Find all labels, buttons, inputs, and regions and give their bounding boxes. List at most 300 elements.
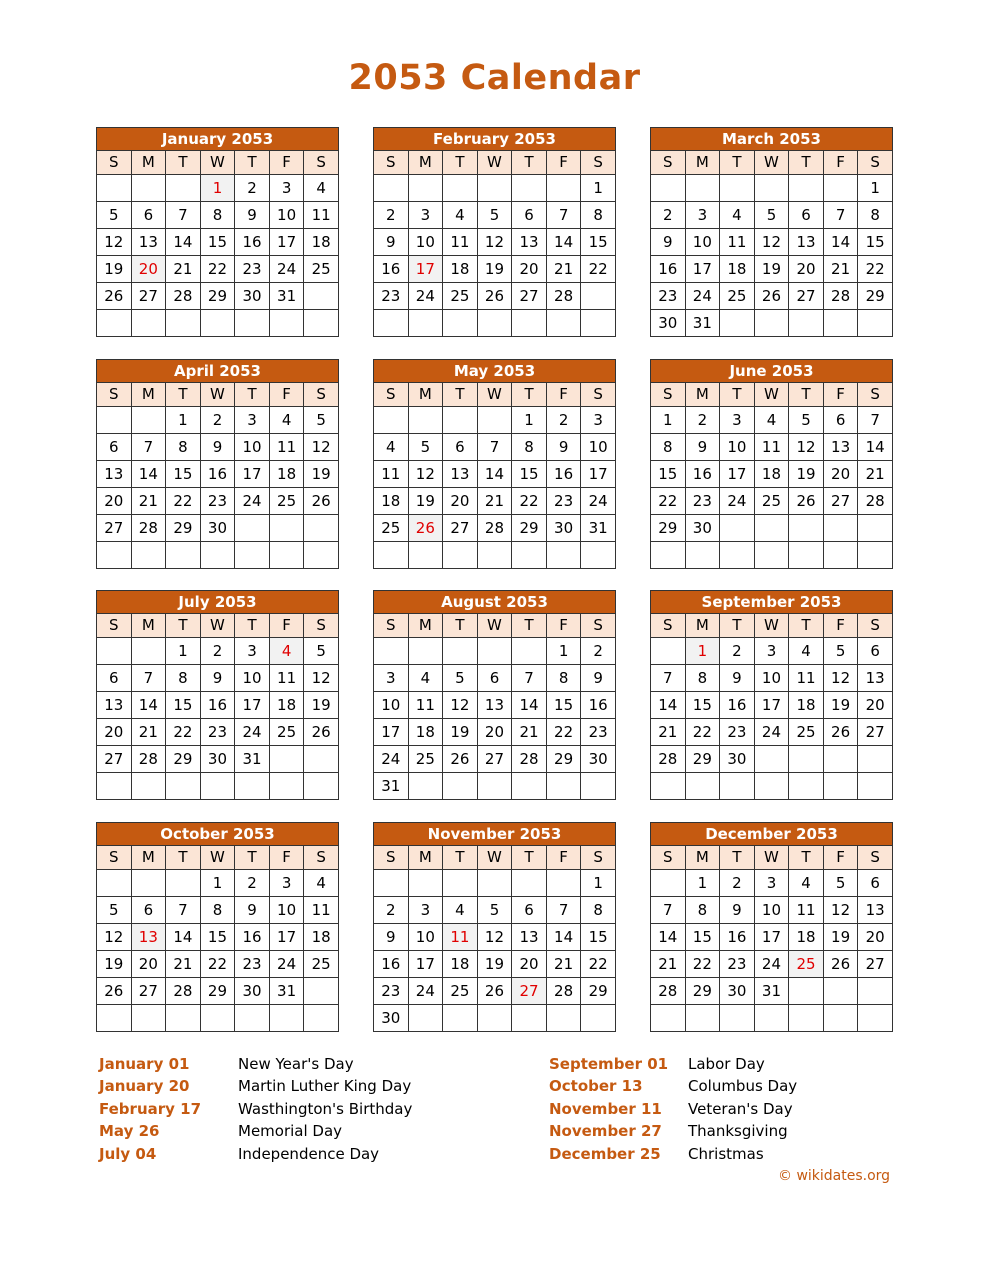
empty-cell: [97, 175, 132, 202]
empty-cell: [823, 773, 858, 800]
day-cell: 24: [374, 746, 409, 773]
empty-cell: [546, 175, 581, 202]
weekday-header-row: [651, 614, 893, 638]
day-cell: 28: [512, 746, 547, 773]
day-cell: 18: [443, 951, 478, 978]
day-cell: 4: [304, 870, 339, 897]
weekday-label: T: [720, 846, 755, 870]
day-cell: 24: [235, 488, 270, 515]
day-cell: 4: [374, 434, 409, 461]
weekday-label: T: [235, 614, 270, 638]
week-row: [651, 897, 893, 924]
day-cell: 2: [374, 897, 409, 924]
month-title: November 2053: [373, 822, 616, 845]
weekday-label: T: [166, 846, 201, 870]
weekday-label: M: [131, 614, 166, 638]
week-row: [374, 515, 616, 542]
empty-cell: [131, 310, 166, 337]
empty-cell: [97, 1005, 132, 1032]
day-cell: 12: [304, 434, 339, 461]
week-row: [374, 256, 616, 283]
empty-cell: [477, 638, 512, 665]
empty-cell: [269, 310, 304, 337]
day-cell: 21: [651, 719, 686, 746]
day-cell: 6: [789, 202, 824, 229]
weekday-label: S: [97, 383, 132, 407]
weekday-label: S: [858, 614, 893, 638]
credit-link[interactable]: © wikidates.org: [778, 1168, 891, 1184]
holiday-row: [549, 1098, 797, 1120]
day-cell: 15: [512, 461, 547, 488]
empty-cell: [269, 542, 304, 569]
day-cell: 15: [685, 692, 720, 719]
holiday-date: November 11: [549, 1099, 662, 1118]
day-cell: 23: [581, 719, 616, 746]
day-cell: 15: [581, 924, 616, 951]
week-row: [651, 434, 893, 461]
day-cell: 19: [754, 256, 789, 283]
day-cell: 15: [651, 461, 686, 488]
month-grid: [373, 845, 616, 1032]
day-cell: 24: [408, 283, 443, 310]
day-cell: 22: [685, 951, 720, 978]
day-cell: 12: [97, 924, 132, 951]
day-cell: 26: [443, 746, 478, 773]
month-calendar: [373, 590, 616, 800]
empty-cell: [858, 1005, 893, 1032]
day-cell: 12: [823, 665, 858, 692]
empty-cell: [858, 773, 893, 800]
weekday-label: M: [408, 614, 443, 638]
day-cell: 14: [131, 692, 166, 719]
day-cell: 27: [823, 488, 858, 515]
day-cell: 25: [269, 719, 304, 746]
day-cell: 3: [269, 870, 304, 897]
week-row: [651, 310, 893, 337]
weekday-label: S: [304, 151, 339, 175]
day-cell: 18: [304, 924, 339, 951]
day-cell: 12: [477, 924, 512, 951]
day-cell: 1: [166, 638, 201, 665]
empty-cell: [374, 175, 409, 202]
day-cell: 14: [546, 924, 581, 951]
day-cell: 20: [477, 719, 512, 746]
day-cell: 16: [546, 461, 581, 488]
day-cell: 3: [720, 407, 755, 434]
day-cell: 23: [685, 488, 720, 515]
holiday-list-right: [549, 1053, 797, 1165]
empty-cell: [304, 978, 339, 1005]
day-cell: 20: [789, 256, 824, 283]
week-row: [651, 870, 893, 897]
month-title: April 2053: [96, 359, 339, 382]
day-cell: 29: [581, 978, 616, 1005]
holiday-row: [99, 1053, 412, 1075]
day-cell: 23: [720, 951, 755, 978]
day-cell: 8: [512, 434, 547, 461]
weekday-label: M: [685, 151, 720, 175]
empty-cell: [269, 1005, 304, 1032]
day-cell: 2: [720, 638, 755, 665]
day-cell: 24: [581, 488, 616, 515]
day-cell: 11: [754, 434, 789, 461]
week-row: [651, 542, 893, 569]
day-cell: 6: [512, 202, 547, 229]
weekday-label: F: [546, 846, 581, 870]
day-cell: 28: [546, 283, 581, 310]
day-cell: 13: [97, 692, 132, 719]
empty-cell: [131, 638, 166, 665]
weekday-label: S: [651, 614, 686, 638]
weekday-label: F: [269, 383, 304, 407]
month-calendar: [650, 822, 893, 1032]
holiday-row: [99, 1120, 412, 1142]
day-cell: 26: [789, 488, 824, 515]
day-cell: 19: [477, 256, 512, 283]
holiday-name: Columbus Day: [688, 1077, 798, 1096]
day-cell: 5: [823, 638, 858, 665]
weekday-label: T: [166, 614, 201, 638]
day-cell: 19: [477, 951, 512, 978]
empty-cell: [374, 638, 409, 665]
holiday-row: [99, 1075, 412, 1097]
empty-cell: [477, 1005, 512, 1032]
holiday-name: New Year's Day: [238, 1055, 354, 1073]
day-cell: 2: [720, 870, 755, 897]
day-cell: 9: [374, 229, 409, 256]
empty-cell: [685, 773, 720, 800]
week-row: [651, 407, 893, 434]
day-cell: 11: [443, 229, 478, 256]
day-cell: 28: [477, 515, 512, 542]
empty-cell: [269, 746, 304, 773]
empty-cell: [858, 978, 893, 1005]
holiday-name: Martin Luther King Day: [238, 1077, 412, 1096]
day-cell: 16: [235, 924, 270, 951]
month-grid: [650, 382, 893, 569]
empty-cell: [823, 746, 858, 773]
empty-cell: [512, 870, 547, 897]
day-cell: 25: [374, 515, 409, 542]
day-cell: 25: [443, 978, 478, 1005]
empty-cell: [374, 310, 409, 337]
weekday-label: T: [512, 383, 547, 407]
week-row: [651, 773, 893, 800]
day-cell: 14: [546, 229, 581, 256]
day-cell: 19: [823, 924, 858, 951]
empty-cell: [97, 870, 132, 897]
week-row: [651, 1005, 893, 1032]
holiday-date: November 27: [549, 1122, 662, 1141]
weekday-label: W: [200, 383, 235, 407]
day-cell: 26: [97, 978, 132, 1005]
holiday-name: Independence Day: [238, 1144, 380, 1163]
day-cell: 11: [304, 897, 339, 924]
week-row: [97, 229, 339, 256]
weekday-label: W: [754, 846, 789, 870]
month-grid: [96, 613, 339, 800]
day-cell: 4: [269, 407, 304, 434]
holiday-row: [549, 1053, 797, 1075]
day-cell: 15: [546, 692, 581, 719]
empty-cell: [858, 542, 893, 569]
empty-cell: [304, 310, 339, 337]
day-cell: 7: [512, 665, 547, 692]
weekday-label: T: [789, 614, 824, 638]
month-grid: [650, 150, 893, 337]
holiday-name: Thanksgiving: [688, 1122, 788, 1141]
holiday-day-cell: 1: [685, 638, 720, 665]
weekday-label: M: [408, 846, 443, 870]
day-cell: 26: [97, 283, 132, 310]
day-cell: 21: [546, 951, 581, 978]
day-cell: 21: [546, 256, 581, 283]
holiday-row: [99, 1098, 412, 1120]
day-cell: 9: [581, 665, 616, 692]
day-cell: 16: [374, 951, 409, 978]
day-cell: 23: [374, 283, 409, 310]
week-row: [374, 202, 616, 229]
empty-cell: [789, 978, 824, 1005]
month-grid: [650, 845, 893, 1032]
day-cell: 9: [685, 434, 720, 461]
empty-cell: [200, 310, 235, 337]
weekday-label: F: [823, 846, 858, 870]
day-cell: 31: [685, 310, 720, 337]
holiday-day-cell: 27: [512, 978, 547, 1005]
empty-cell: [789, 515, 824, 542]
empty-cell: [823, 542, 858, 569]
day-cell: 28: [166, 283, 201, 310]
empty-cell: [823, 1005, 858, 1032]
day-cell: 6: [858, 638, 893, 665]
day-cell: 31: [581, 515, 616, 542]
day-cell: 22: [685, 719, 720, 746]
page-title: 2053 Calendar: [348, 58, 641, 98]
day-cell: 16: [235, 229, 270, 256]
weekday-label: T: [443, 383, 478, 407]
week-row: [374, 542, 616, 569]
week-row: [651, 515, 893, 542]
day-cell: 4: [789, 870, 824, 897]
week-row: [97, 773, 339, 800]
day-cell: 3: [581, 407, 616, 434]
empty-cell: [858, 310, 893, 337]
weekday-label: M: [131, 383, 166, 407]
day-cell: 1: [200, 870, 235, 897]
empty-cell: [789, 1005, 824, 1032]
week-row: [651, 202, 893, 229]
holiday-name: Labor Day: [688, 1055, 765, 1073]
empty-cell: [823, 175, 858, 202]
empty-cell: [166, 175, 201, 202]
day-cell: 19: [789, 461, 824, 488]
day-cell: 18: [443, 256, 478, 283]
empty-cell: [477, 175, 512, 202]
empty-cell: [512, 542, 547, 569]
week-row: [374, 488, 616, 515]
day-cell: 26: [477, 978, 512, 1005]
weekday-label: F: [823, 614, 858, 638]
day-cell: 10: [408, 924, 443, 951]
month-calendar: [373, 127, 616, 337]
weekday-label: T: [512, 151, 547, 175]
day-cell: 22: [581, 256, 616, 283]
weekday-label: T: [512, 614, 547, 638]
empty-cell: [97, 773, 132, 800]
day-cell: 27: [131, 283, 166, 310]
day-cell: 27: [858, 719, 893, 746]
week-row: [651, 692, 893, 719]
holiday-row: [549, 1143, 797, 1165]
day-cell: 10: [685, 229, 720, 256]
day-cell: 22: [651, 488, 686, 515]
weekday-label: S: [97, 151, 132, 175]
day-cell: 28: [166, 978, 201, 1005]
week-row: [374, 407, 616, 434]
weekday-header-row: [374, 151, 616, 175]
holiday-name: Wasthington's Birthday: [238, 1099, 413, 1118]
day-cell: 5: [304, 638, 339, 665]
day-cell: 13: [823, 434, 858, 461]
weekday-label: F: [546, 614, 581, 638]
day-cell: 2: [651, 202, 686, 229]
day-cell: 29: [685, 978, 720, 1005]
day-cell: 1: [581, 175, 616, 202]
empty-cell: [166, 870, 201, 897]
empty-cell: [304, 283, 339, 310]
weekday-label: F: [269, 151, 304, 175]
day-cell: 25: [754, 488, 789, 515]
empty-cell: [408, 870, 443, 897]
month-title: October 2053: [96, 822, 339, 845]
week-row: [374, 434, 616, 461]
day-cell: 18: [374, 488, 409, 515]
empty-cell: [131, 870, 166, 897]
day-cell: 27: [789, 283, 824, 310]
day-cell: 30: [720, 978, 755, 1005]
day-cell: 17: [754, 924, 789, 951]
week-row: [374, 310, 616, 337]
day-cell: 20: [512, 256, 547, 283]
day-cell: 29: [200, 978, 235, 1005]
day-cell: 10: [720, 434, 755, 461]
day-cell: 2: [235, 175, 270, 202]
day-cell: 19: [97, 951, 132, 978]
weekday-header-row: [651, 383, 893, 407]
day-cell: 2: [235, 870, 270, 897]
day-cell: 5: [477, 897, 512, 924]
day-cell: 18: [269, 692, 304, 719]
empty-cell: [131, 773, 166, 800]
day-cell: 14: [166, 229, 201, 256]
empty-cell: [858, 515, 893, 542]
weekday-label: S: [581, 614, 616, 638]
empty-cell: [304, 746, 339, 773]
day-cell: 20: [97, 488, 132, 515]
day-cell: 17: [720, 461, 755, 488]
day-cell: 11: [269, 665, 304, 692]
week-row: [374, 638, 616, 665]
day-cell: 20: [443, 488, 478, 515]
day-cell: 20: [97, 719, 132, 746]
day-cell: 9: [235, 897, 270, 924]
day-cell: 24: [754, 719, 789, 746]
week-row: [97, 746, 339, 773]
day-cell: 25: [304, 256, 339, 283]
day-cell: 7: [477, 434, 512, 461]
day-cell: 22: [512, 488, 547, 515]
day-cell: 14: [651, 924, 686, 951]
week-row: [651, 461, 893, 488]
day-cell: 5: [97, 202, 132, 229]
empty-cell: [546, 773, 581, 800]
day-cell: 15: [200, 924, 235, 951]
day-cell: 11: [304, 202, 339, 229]
day-cell: 4: [304, 175, 339, 202]
month-title: September 2053: [650, 590, 893, 613]
month-calendar: [96, 127, 339, 337]
weekday-label: W: [477, 614, 512, 638]
empty-cell: [789, 773, 824, 800]
weekday-label: S: [858, 383, 893, 407]
holiday-row: [549, 1120, 797, 1142]
day-cell: 17: [269, 924, 304, 951]
empty-cell: [131, 1005, 166, 1032]
day-cell: 3: [408, 897, 443, 924]
day-cell: 23: [235, 256, 270, 283]
day-cell: 10: [754, 665, 789, 692]
month-calendar: [96, 359, 339, 569]
day-cell: 28: [823, 283, 858, 310]
empty-cell: [443, 175, 478, 202]
empty-cell: [754, 773, 789, 800]
day-cell: 10: [754, 897, 789, 924]
month-title: August 2053: [373, 590, 616, 613]
weekday-label: T: [443, 151, 478, 175]
week-row: [97, 434, 339, 461]
empty-cell: [581, 1005, 616, 1032]
day-cell: 22: [166, 488, 201, 515]
day-cell: 12: [408, 461, 443, 488]
day-cell: 24: [269, 256, 304, 283]
month-title: May 2053: [373, 359, 616, 382]
day-cell: 3: [754, 870, 789, 897]
day-cell: 24: [408, 978, 443, 1005]
empty-cell: [443, 773, 478, 800]
weekday-header-row: [374, 846, 616, 870]
day-cell: 18: [789, 692, 824, 719]
week-row: [97, 407, 339, 434]
day-cell: 8: [166, 434, 201, 461]
empty-cell: [166, 542, 201, 569]
day-cell: 29: [166, 746, 201, 773]
holiday-date: January 01: [99, 1055, 190, 1073]
day-cell: 13: [858, 665, 893, 692]
day-cell: 26: [823, 951, 858, 978]
weekday-label: S: [581, 151, 616, 175]
empty-cell: [443, 542, 478, 569]
weekday-label: S: [581, 846, 616, 870]
weekday-label: T: [443, 846, 478, 870]
day-cell: 21: [858, 461, 893, 488]
weekday-label: S: [858, 846, 893, 870]
day-cell: 9: [720, 665, 755, 692]
empty-cell: [131, 175, 166, 202]
day-cell: 18: [720, 256, 755, 283]
empty-cell: [512, 1005, 547, 1032]
week-row: [97, 924, 339, 951]
